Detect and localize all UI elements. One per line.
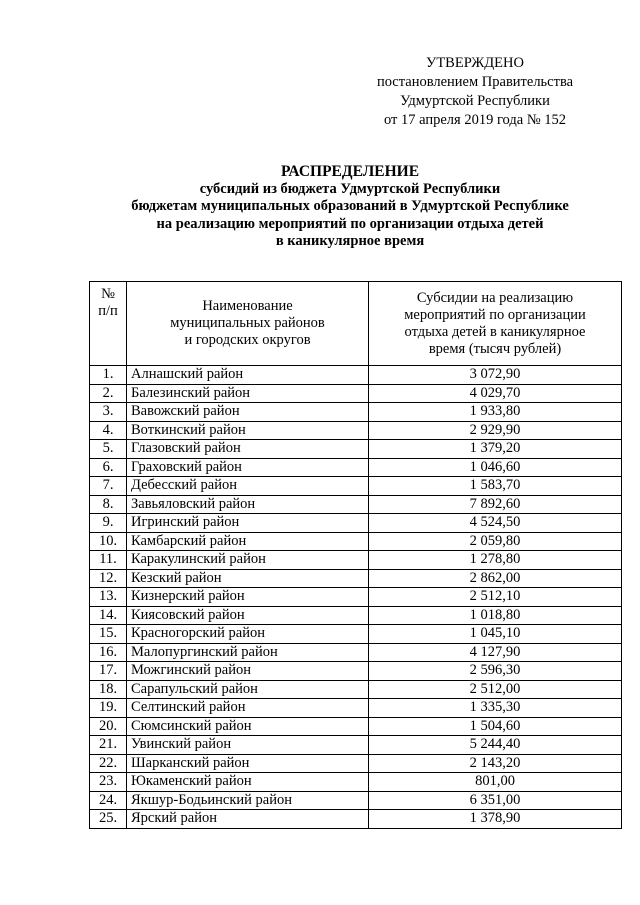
row-number: 1. xyxy=(90,366,127,385)
heading-line-3: на реализацию мероприятий по организации отдыха детей xyxy=(156,215,544,232)
header-name xyxy=(127,282,369,366)
district-name: Кезский район xyxy=(127,569,369,588)
subsidy-amount: 3 072,90 xyxy=(369,366,622,385)
approval-line-2: постановлением Правительства xyxy=(376,74,574,90)
row-number: 17. xyxy=(90,662,127,681)
table-row xyxy=(90,440,622,459)
table-row xyxy=(90,477,622,496)
row-number: 18. xyxy=(90,680,127,699)
district-name: Кизнерский район xyxy=(127,588,369,607)
district-name: Якшур-Бодьинский район xyxy=(127,791,369,810)
heading-line-2: бюджетам муниципальных образований в Удмуртской Республике xyxy=(131,198,569,214)
row-number: 8. xyxy=(90,495,127,514)
document-heading xyxy=(60,163,640,251)
subsidy-amount: 7 892,60 xyxy=(369,495,622,514)
header-number-line-1: № xyxy=(101,286,115,302)
district-name: Граховский район xyxy=(127,458,369,477)
district-name: Киясовский район xyxy=(127,606,369,625)
district-name: Сарапульский район xyxy=(127,680,369,699)
distribution-table xyxy=(89,281,622,829)
row-number: 2. xyxy=(90,384,127,403)
table-header-row xyxy=(90,282,622,366)
row-number: 21. xyxy=(90,736,127,755)
row-number: 15. xyxy=(90,625,127,644)
subsidy-amount: 6 351,00 xyxy=(369,791,622,810)
subsidy-amount: 2 929,90 xyxy=(369,421,622,440)
header-amount-line-2: мероприятий по организации xyxy=(404,306,586,323)
table-row xyxy=(90,736,622,755)
row-number: 19. xyxy=(90,699,127,718)
row-number: 10. xyxy=(90,532,127,551)
header-name-line-1: Наименование xyxy=(202,298,293,314)
subsidy-amount: 1 504,60 xyxy=(369,717,622,736)
district-name: Ярский район xyxy=(127,810,369,829)
row-number: 14. xyxy=(90,606,127,625)
subsidy-amount: 4 524,50 xyxy=(369,514,622,533)
header-number-line-2: п/п xyxy=(98,303,118,319)
approval-title: УТВЕРЖДЕНО xyxy=(426,55,524,71)
header-amount xyxy=(369,282,622,366)
approval-stamp xyxy=(330,54,620,130)
district-name: Малопургинский район xyxy=(127,643,369,662)
district-name: Игринский район xyxy=(127,514,369,533)
table-row xyxy=(90,458,622,477)
table-row xyxy=(90,643,622,662)
district-name: Сюмсинский район xyxy=(127,717,369,736)
row-number: 24. xyxy=(90,791,127,810)
subsidy-amount: 2 143,20 xyxy=(369,754,622,773)
subsidy-amount: 4 029,70 xyxy=(369,384,622,403)
heading-line-1: субсидий из бюджета Удмуртской Республики xyxy=(199,180,501,197)
header-amount-line-4: время (тысяч рублей) xyxy=(428,340,562,357)
district-name: Дебесский район xyxy=(127,477,369,496)
district-name: Балезинский район xyxy=(127,384,369,403)
approval-line-4: от 17 апреля 2019 года № 152 xyxy=(383,112,567,128)
table-row xyxy=(90,717,622,736)
subsidy-amount: 1 335,30 xyxy=(369,699,622,718)
subsidy-amount: 1 278,80 xyxy=(369,551,622,570)
district-name: Увинский район xyxy=(127,736,369,755)
district-name: Красногорский район xyxy=(127,625,369,644)
row-number: 6. xyxy=(90,458,127,477)
subsidy-amount: 5 244,40 xyxy=(369,736,622,755)
district-name: Глазовский район xyxy=(127,440,369,459)
subsidy-amount: 1 045,10 xyxy=(369,625,622,644)
row-number: 12. xyxy=(90,569,127,588)
row-number: 22. xyxy=(90,754,127,773)
row-number: 3. xyxy=(90,403,127,422)
table-row xyxy=(90,569,622,588)
subsidy-amount: 1 046,60 xyxy=(369,458,622,477)
table-row xyxy=(90,403,622,422)
document-title: РАСПРЕДЕЛЕНИЕ xyxy=(280,163,420,180)
subsidy-amount: 801,00 xyxy=(369,773,622,792)
subsidy-amount: 1 018,80 xyxy=(369,606,622,625)
subsidy-amount: 1 378,90 xyxy=(369,810,622,829)
row-number: 4. xyxy=(90,421,127,440)
heading-line-4: в каникулярное время xyxy=(275,233,425,249)
table-row xyxy=(90,514,622,533)
subsidy-amount: 1 583,70 xyxy=(369,477,622,496)
district-name: Каракулинский район xyxy=(127,551,369,570)
table-row xyxy=(90,810,622,829)
subsidy-amount: 2 512,00 xyxy=(369,680,622,699)
subsidy-amount: 1 933,80 xyxy=(369,403,622,422)
row-number: 25. xyxy=(90,810,127,829)
table-row xyxy=(90,495,622,514)
row-number: 7. xyxy=(90,477,127,496)
table-row xyxy=(90,551,622,570)
table-row xyxy=(90,606,622,625)
district-name: Вавожский район xyxy=(127,403,369,422)
row-number: 11. xyxy=(90,551,127,570)
table-body xyxy=(90,366,622,829)
row-number: 20. xyxy=(90,717,127,736)
row-number: 9. xyxy=(90,514,127,533)
district-name: Селтинский район xyxy=(127,699,369,718)
row-number: 5. xyxy=(90,440,127,459)
header-number xyxy=(90,282,127,366)
district-name: Юкаменский район xyxy=(127,773,369,792)
district-name: Можгинский район xyxy=(127,662,369,681)
table-row xyxy=(90,680,622,699)
subsidy-amount: 2 512,10 xyxy=(369,588,622,607)
table-row xyxy=(90,773,622,792)
table-row xyxy=(90,754,622,773)
row-number: 13. xyxy=(90,588,127,607)
header-name-line-2: муниципальных районов xyxy=(170,315,325,331)
table-row xyxy=(90,791,622,810)
district-name: Завьяловский район xyxy=(127,495,369,514)
row-number: 23. xyxy=(90,773,127,792)
subsidy-amount: 4 127,90 xyxy=(369,643,622,662)
subsidy-amount: 1 379,20 xyxy=(369,440,622,459)
table-row xyxy=(90,588,622,607)
table-row xyxy=(90,384,622,403)
district-name: Воткинский район xyxy=(127,421,369,440)
district-name: Шарканский район xyxy=(127,754,369,773)
row-number: 16. xyxy=(90,643,127,662)
subsidy-amount: 2 862,00 xyxy=(369,569,622,588)
subsidy-amount: 2 059,80 xyxy=(369,532,622,551)
header-amount-line-3: отдыха детей в каникулярное xyxy=(404,323,586,340)
header-name-line-3: и городских округов xyxy=(184,332,311,348)
district-name: Камбарский район xyxy=(127,532,369,551)
table-row xyxy=(90,421,622,440)
table-row xyxy=(90,532,622,551)
approval-line-3: Удмуртской Республики xyxy=(400,93,550,109)
header-amount-line-1: Субсидии на реализацию xyxy=(416,289,574,306)
table-row xyxy=(90,625,622,644)
table-row xyxy=(90,662,622,681)
subsidy-amount: 2 596,30 xyxy=(369,662,622,681)
table-row xyxy=(90,699,622,718)
district-name: Алнашский район xyxy=(127,366,369,385)
table-row xyxy=(90,366,622,385)
